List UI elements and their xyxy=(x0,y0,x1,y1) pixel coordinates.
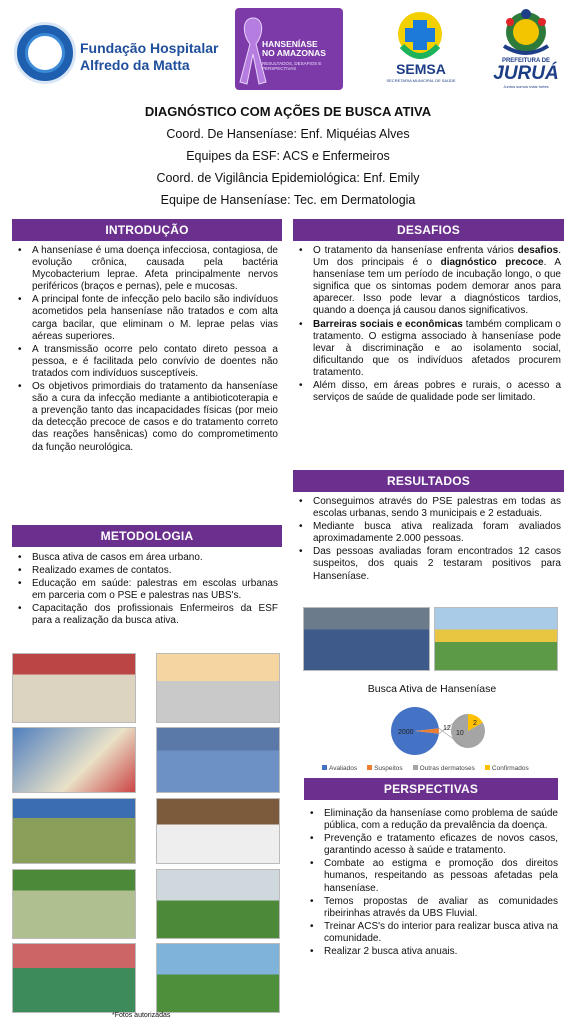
activity-photo xyxy=(156,869,280,939)
legend-swatch xyxy=(485,765,490,770)
legend-label: Avaliados xyxy=(329,765,358,772)
perspectivas-list xyxy=(304,808,558,959)
activity-photo xyxy=(12,653,136,723)
list-item: • Treinar ACS's do interior para realizar busca ativa na comunidade. xyxy=(304,921,558,945)
list-item: • Mediante busca ativa realizada foram avaliados aproximadamente 2.000 pessoas. xyxy=(293,521,561,545)
credit-line: Equipe de Hanseníase: Tec. em Dermatologia xyxy=(160,193,416,207)
legend-swatch xyxy=(322,765,327,770)
data-label-avaliados: 2000 xyxy=(398,729,414,736)
list-item: • Temos propostas de avaliar as comunidades ribeirinhas através da UBS Fluvial. xyxy=(304,896,558,920)
legend-item xyxy=(413,765,475,772)
fundacao-hospitalar-logo xyxy=(14,22,76,84)
data-label-outras-dermatoses: 10 xyxy=(456,730,464,737)
jurua-name: JURUÁ xyxy=(493,63,559,84)
activity-photo xyxy=(156,943,280,1013)
metodologia-list xyxy=(12,552,278,629)
legend-swatch xyxy=(367,765,372,770)
list-item: • A transmissão ocorre pelo contato direto pessoa a pessoa, e é facilitada pelo convívio de doentes não tratados com indivíduos susceptíveis. xyxy=(12,344,278,380)
list-item: • Combate ao estigma e promoção dos direitos humanos, respeitando as pessoas afetadas pela hanseníase. xyxy=(304,858,558,894)
activity-photo xyxy=(12,943,136,1013)
legend-swatch xyxy=(413,765,418,770)
list-item: • Realizado exames de contatos. xyxy=(12,565,278,577)
list-item: • Eliminação da hanseníase como problema de saúde pública, com a redução da prevalência da doença. xyxy=(304,808,558,832)
resultados-list xyxy=(293,496,561,584)
list-item: • Os objetivos primordiais do tratamento da hanseníase são a cura da infecção mediante a antibioticoterapia e a prevenção tanto das incapacidades físicas (por meio da detecção precoce de casos e do tratamento correto das reações hansênicas) como do comprometimento da função neurológica. xyxy=(12,381,278,454)
fundacao-hospitalar-name: Fundação Hospitalar Alfredo da Matta xyxy=(80,40,219,73)
activity-photo xyxy=(156,727,280,793)
list-item: • Realizar 2 busca ativa anuais. xyxy=(304,946,558,958)
poster-title: DIAGNÓSTICO COM AÇÕES DE BUSCA ATIVA xyxy=(144,104,432,119)
semsa-subtitle: SECRETARIA MUNICIPAL DE SAÚDE xyxy=(386,78,456,83)
busca-ativa-pie-chart xyxy=(300,700,564,762)
list-item: • O tratamento da hanseníase enfrenta vários desafios. Um dos principais é o diagnóstico precoce. A hanseníase tem um período de incubação longo, o que significa que os sintomas podem demorar anos para aparecer. Isso pode levar a diagnósticos tardios, quando a doença já causou danos significativos. xyxy=(293,245,561,318)
legend-label: Confirmados xyxy=(491,765,529,772)
data-label-confirmados: 2 xyxy=(473,720,477,727)
campaign-subtitle: RESULTADOS, DESAFIOS E PERSPECTIVAS xyxy=(262,61,322,71)
results-photo xyxy=(303,607,430,671)
activity-photo xyxy=(12,727,136,793)
list-item: • Busca ativa de casos em área urbano. xyxy=(12,552,278,564)
legend-item xyxy=(485,765,529,772)
resultados-heading: RESULTADOS xyxy=(293,470,564,492)
list-item: • Prevenção e tratamento eficazes de novos casos, garantindo acesso à saúde e tratamento. xyxy=(304,833,558,857)
data-label-suspeitos: 12 xyxy=(443,725,451,732)
activity-photo xyxy=(12,869,136,939)
list-item: • Educação em saúde: palestras em escolas urbanas em parceria com o PSE e palestras nas UBS's. xyxy=(12,578,278,602)
campaign-title: HANSENÍASE NO AMAZONAS xyxy=(262,39,326,58)
results-photo xyxy=(434,607,558,671)
list-item: • A hanseníase é uma doença infecciosa, contagiosa, de evolução crônica, causada pela bactéria Mycobacterium leprae. Afeta principalmente nervos periféricos (braços e pernas), pele e mucosas. xyxy=(12,245,278,293)
jurua-prefeitura: PREFEITURA DE xyxy=(501,58,551,64)
semsa-name: SEMSA xyxy=(396,61,446,77)
list-item: • Barreiras sociais e econômicas também complicam o tratamento. O estigma associado à hanseníase pode levar à discriminação e ao isolamento social, dificultando que os indivíduos afetados procurem tratamento. xyxy=(293,319,561,379)
list-item: • Capacitação dos profissionais Enfermeiros da ESF para a realização da busca ativa. xyxy=(12,603,278,627)
activity-photo xyxy=(156,798,280,864)
legend-label: Suspeitos xyxy=(374,765,403,772)
activity-photo xyxy=(156,653,280,723)
legend-item xyxy=(367,765,403,772)
perspectivas-heading: PERSPECTIVAS xyxy=(304,778,558,800)
desafios-heading: DESAFIOS xyxy=(293,219,564,241)
legend-label: Outras dermatoses xyxy=(419,765,475,772)
metodologia-heading: METODOLOGIA xyxy=(12,525,282,547)
photo-footnote: *Fotos autorizadas xyxy=(112,1012,171,1019)
list-item: • Além disso, em áreas pobres e rurais, o acesso a serviços de saúde de qualidade pode ser limitado. xyxy=(293,380,561,404)
list-item: • Das pessoas avaliadas foram encontrados 12 casos suspeitos, dos quais 2 testaram positivos para Hanseníase. xyxy=(293,546,561,582)
chart-legend xyxy=(322,765,529,772)
jurua-logo-icon xyxy=(498,8,554,58)
desafios-list xyxy=(293,245,561,405)
activity-photo xyxy=(12,798,136,864)
list-item: • A principal fonte de infecção pelo bacilo são indivíduos acometidos pela hanseníase não tratados e com alta carga bacilar, que eliminam o M. leprae pelas vias aéreas superiores. xyxy=(12,294,278,342)
introducao-heading: INTRODUÇÃO xyxy=(12,219,282,241)
chart-title: Busca Ativa de Hanseníase xyxy=(367,683,497,695)
credit-line: Equipes da ESF: ACS e Enfermeiros xyxy=(186,149,390,163)
credit-line: Coord. de Vigilância Epidemiológica: Enf. Emily xyxy=(156,171,420,185)
list-item: • Conseguimos através do PSE palestras em todas as escolas urbanas, sendo 3 municipais e 2 estaduais. xyxy=(293,496,561,520)
jurua-slogan: Juntos somos mais fortes xyxy=(503,84,549,89)
credit-line: Coord. De Hanseníase: Enf. Miquéias Alves xyxy=(166,127,410,141)
introducao-list xyxy=(12,245,278,455)
legend-item xyxy=(322,765,357,772)
